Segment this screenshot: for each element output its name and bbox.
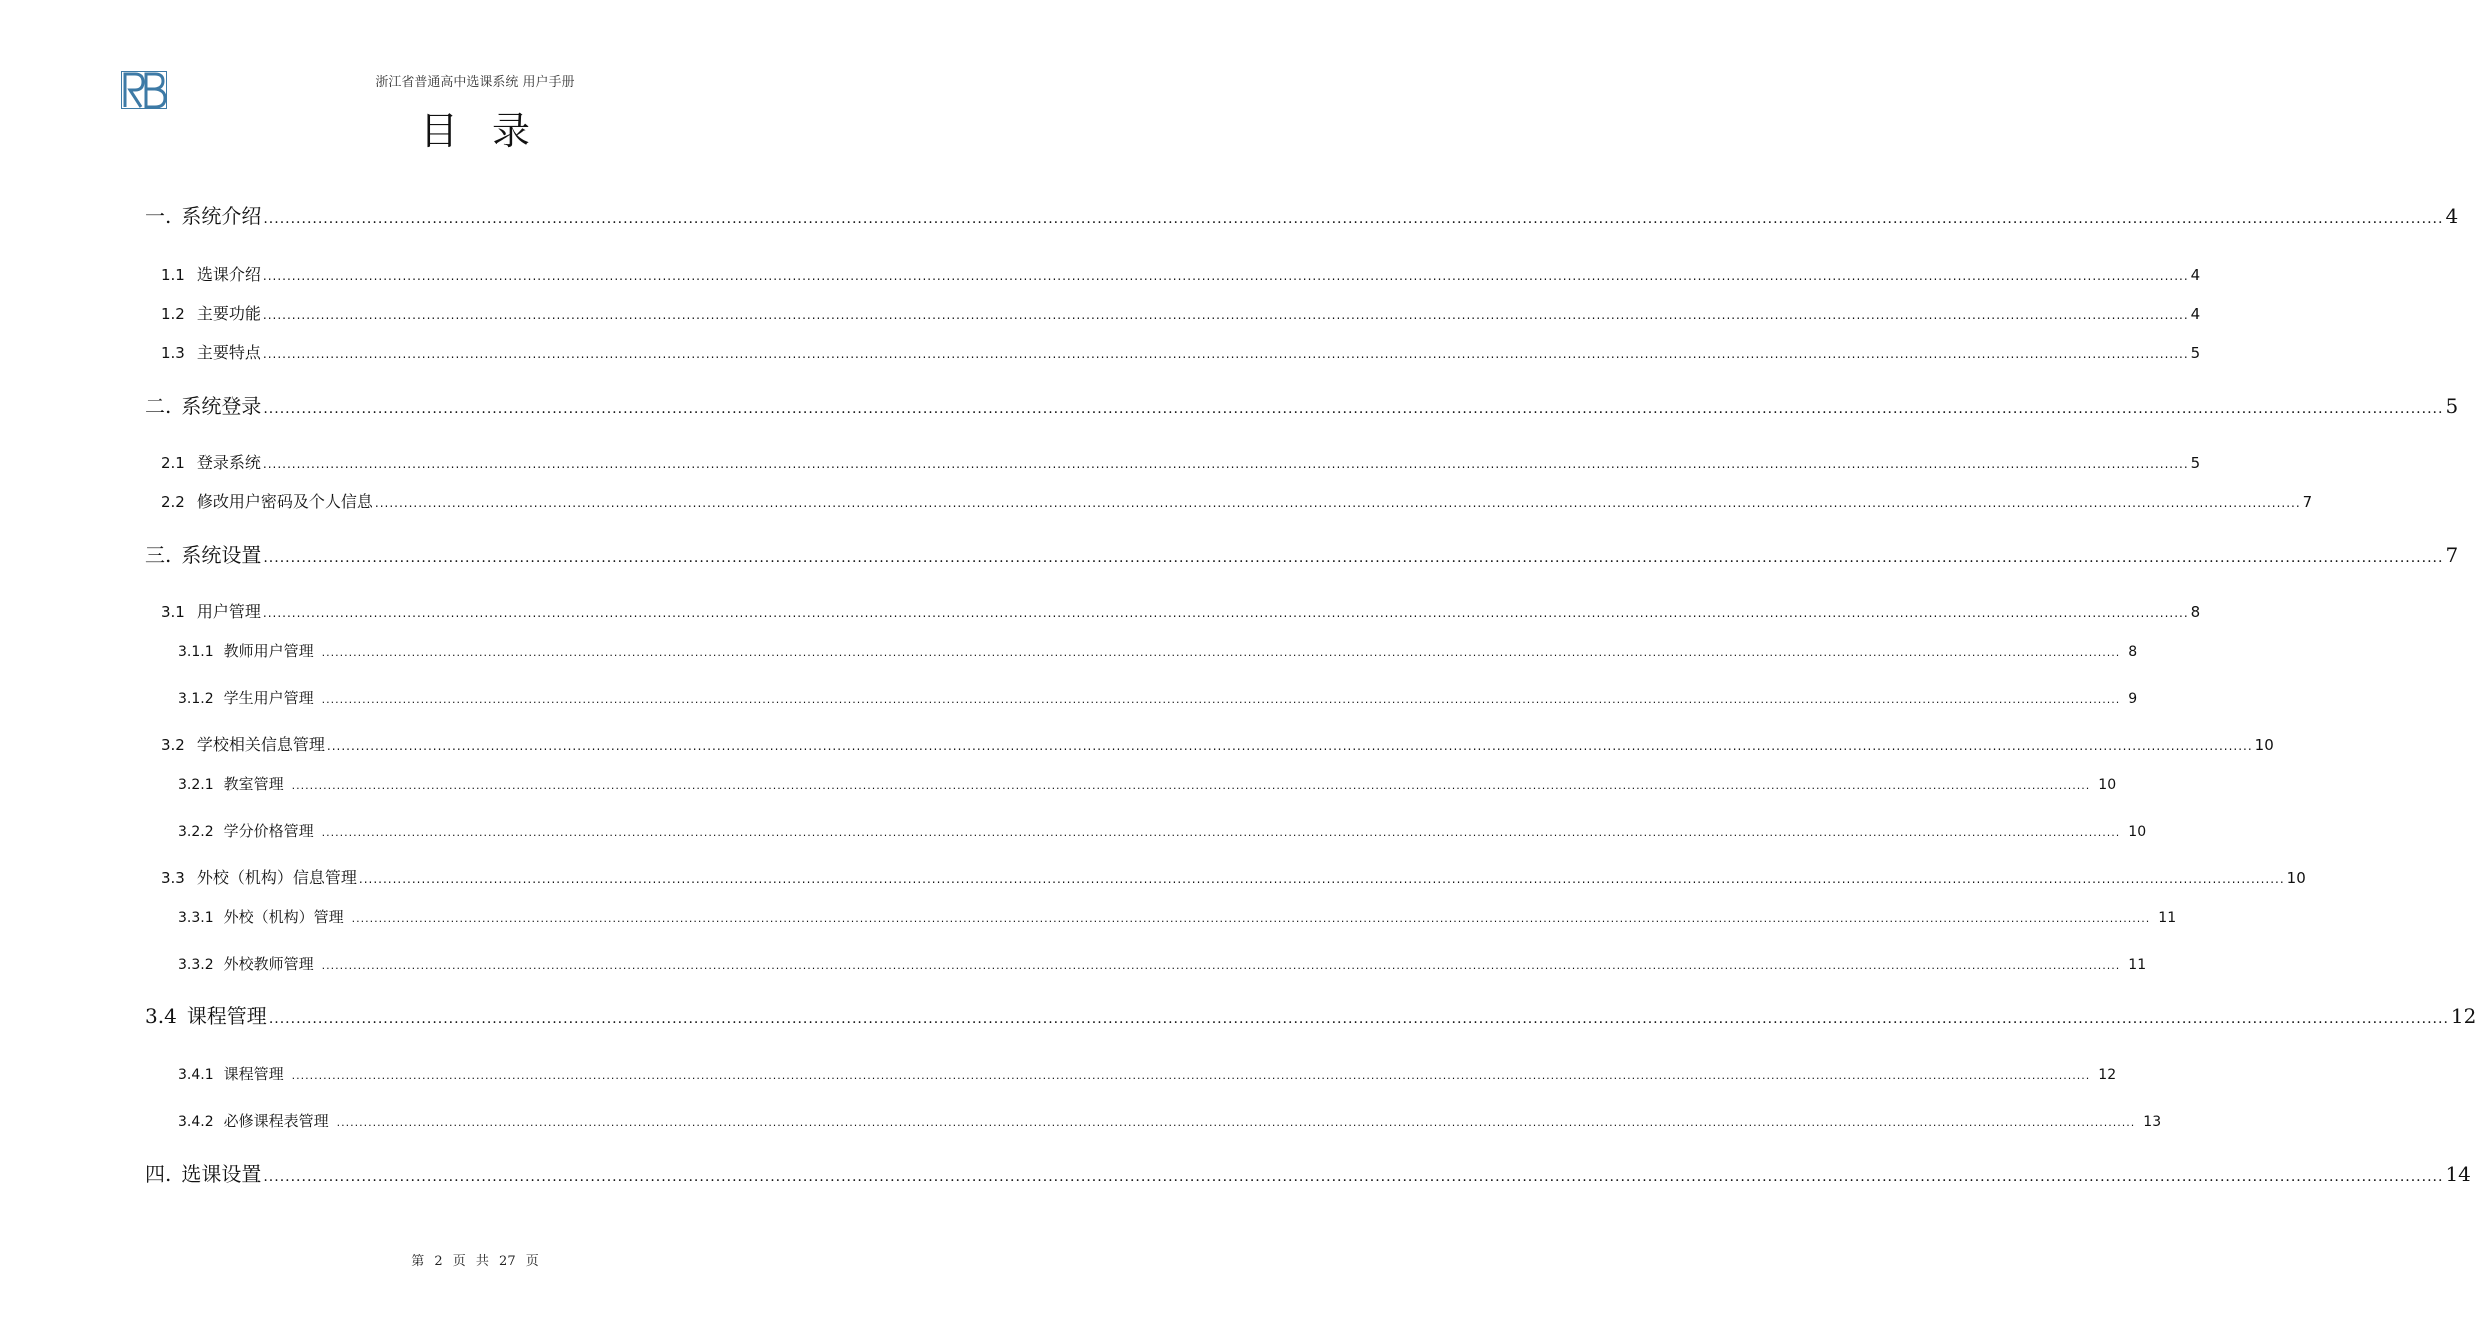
toc-entry-page: 14 (2445, 1162, 2471, 1186)
toc-entry-number: 3.2.2 (178, 824, 214, 840)
toc-entry-number: 2.2 (161, 493, 185, 511)
toc-entry[interactable] (161, 489, 2313, 512)
toc-entry-page: 13 (2143, 1114, 2162, 1130)
toc-entry-number: 3.3.1 (178, 910, 214, 926)
toc-entry-title: 修改用户密码及个人信息 (196, 492, 373, 511)
toc-entry-page: 10 (2098, 777, 2117, 793)
page-number-footer: 第 2 页 共 27 页 (411, 1254, 539, 1269)
toc-entry[interactable] (178, 640, 2138, 661)
toc-entry-page: 4 (2445, 204, 2459, 228)
toc-entry[interactable] (178, 687, 2138, 708)
toc-entry-number: 3.4.1 (178, 1067, 214, 1083)
toc-entry-number: 1.2 (161, 305, 185, 323)
toc-entry-title: 系统介绍 (181, 204, 262, 228)
toc-entry-page: 8 (2128, 644, 2138, 660)
toc-entry-page: 5 (2190, 344, 2201, 362)
toc-entry-page: 7 (2302, 493, 2313, 511)
toc-leader-dots: ................................................................................................................................................................................................................................................................................................................................................................................................................ (351, 912, 2151, 925)
toc-entry[interactable] (161, 340, 2201, 363)
toc-entry[interactable] (145, 1158, 2471, 1187)
toc-leader-dots: ................................................................................................................................................................................................................................................................................................................................................................................................................ (262, 457, 2189, 471)
document-header-title: 浙江省普通高中选课系统 用户手册 (375, 75, 575, 90)
toc-leader-dots: ................................................................................................................................................................................................................................................................................................................................................................................................................ (263, 211, 2444, 227)
toc-leader-dots: ................................................................................................................................................................................................................................................................................................................................................................................................................ (263, 550, 2444, 566)
toc-entry[interactable] (178, 906, 2177, 927)
toc-leader-dots: ................................................................................................................................................................................................................................................................................................................................................................................................................ (262, 606, 2189, 620)
toc-entry[interactable] (178, 1063, 2117, 1084)
toc-entry[interactable] (145, 390, 2459, 419)
toc-leader-dots: ................................................................................................................................................................................................................................................................................................................................................................................................................ (358, 872, 2285, 886)
toc-entry-page: 8 (2190, 603, 2201, 621)
toc-leader-dots: ................................................................................................................................................................................................................................................................................................................................................................................................................ (321, 826, 2121, 839)
toc-leader-dots: ................................................................................................................................................................................................................................................................................................................................................................................................................ (291, 1069, 2091, 1082)
toc-entry-number: 3.4 (145, 1004, 177, 1028)
toc-entry-title: 主要功能 (196, 304, 261, 323)
toc-entry-number: 3.3 (161, 869, 185, 887)
toc-entry-page: 7 (2445, 543, 2459, 567)
toc-entry-number: 二. (145, 394, 172, 418)
toc-leader-dots: ................................................................................................................................................................................................................................................................................................................................................................................................................ (321, 693, 2121, 706)
toc-entry-number: 3.2.1 (178, 777, 214, 793)
toc-entry-title: 学分价格管理 (223, 822, 314, 840)
toc-leader-dots: ................................................................................................................................................................................................................................................................................................................................................................................................................ (263, 1169, 2444, 1185)
toc-entry-number: 1.3 (161, 344, 185, 362)
toc-entry-number: 三. (145, 543, 172, 567)
toc-leader-dots: ................................................................................................................................................................................................................................................................................................................................................................................................................ (321, 646, 2121, 659)
toc-entry-number: 四. (145, 1162, 172, 1186)
toc-entry-number: 3.3.2 (178, 957, 214, 973)
toc-entry[interactable] (145, 539, 2459, 568)
toc-leader-dots: ................................................................................................................................................................................................................................................................................................................................................................................................................ (321, 959, 2121, 972)
toc-entry-number: 2.1 (161, 454, 185, 472)
toc-entry-title: 系统设置 (181, 543, 262, 567)
toc-entry-title: 主要特点 (196, 343, 261, 362)
toc-leader-dots: ................................................................................................................................................................................................................................................................................................................................................................................................................ (262, 308, 2189, 322)
toc-entry-title: 课程管理 (223, 1065, 284, 1083)
toc-entry-page: 12 (2098, 1067, 2117, 1083)
toc-entry-number: 3.1.1 (178, 644, 214, 660)
toc-entry[interactable] (161, 599, 2201, 622)
toc-leader-dots: ................................................................................................................................................................................................................................................................................................................................................................................................................ (336, 1116, 2136, 1129)
toc-entry-number: 3.2 (161, 736, 185, 754)
toc-entry[interactable] (178, 820, 2147, 841)
toc-leader-dots: ................................................................................................................................................................................................................................................................................................................................................................................................................ (262, 269, 2189, 283)
toc-entry[interactable] (145, 1000, 2476, 1029)
toc-leader-dots: ................................................................................................................................................................................................................................................................................................................................................................................................................ (326, 739, 2253, 753)
toc-leader-dots: ................................................................................................................................................................................................................................................................................................................................................................................................................ (262, 347, 2189, 361)
toc-entry-title: 教师用户管理 (223, 642, 314, 660)
toc-leader-dots: ................................................................................................................................................................................................................................................................................................................................................................................................................ (291, 779, 2091, 792)
toc-entry[interactable] (178, 1110, 2162, 1131)
toc-entry-title: 外校教师管理 (223, 955, 314, 973)
toc-entry-title: 必修课程表管理 (223, 1112, 329, 1130)
toc-entry-page: 12 (2450, 1004, 2476, 1028)
toc-entry[interactable] (161, 732, 2274, 755)
toc-entry-page: 10 (2286, 869, 2306, 887)
toc-entry-page: 10 (2128, 824, 2147, 840)
toc-entry-number: 3.1.2 (178, 691, 214, 707)
toc-entry[interactable] (145, 200, 2459, 229)
toc-entry-number: 3.4.2 (178, 1114, 214, 1130)
toc-entry-title: 外校（机构）管理 (223, 908, 344, 926)
toc-entry-page: 10 (2254, 736, 2274, 754)
toc-entry-title: 学校相关信息管理 (196, 735, 325, 754)
toc-entry-title: 登录系统 (196, 453, 261, 472)
toc-leader-dots: ................................................................................................................................................................................................................................................................................................................................................................................................................ (268, 1011, 2449, 1027)
toc-entry-page: 4 (2190, 266, 2201, 284)
toc-entry[interactable] (161, 262, 2201, 285)
toc-entry-title: 外校（机构）信息管理 (196, 868, 357, 887)
toc-leader-dots: ................................................................................................................................................................................................................................................................................................................................................................................................................ (263, 401, 2444, 417)
toc-entry[interactable] (161, 301, 2201, 324)
toc-entry-title: 用户管理 (196, 602, 261, 621)
toc-leader-dots: ................................................................................................................................................................................................................................................................................................................................................................................................................ (374, 496, 2301, 510)
toc-entry-page: 4 (2190, 305, 2201, 323)
toc-entry-title: 选课介绍 (196, 265, 261, 284)
toc-entry-number: 1.1 (161, 266, 185, 284)
toc-entry-page: 11 (2158, 910, 2177, 926)
toc-entry-title: 系统登录 (181, 394, 262, 418)
toc-entry[interactable] (161, 865, 2306, 888)
toc-entry-page: 5 (2190, 454, 2201, 472)
toc-entry[interactable] (161, 450, 2201, 473)
toc-entry-number: 一. (145, 204, 172, 228)
toc-entry-title: 教室管理 (223, 775, 284, 793)
toc-entry-page: 5 (2445, 394, 2459, 418)
toc-entry[interactable] (178, 953, 2147, 974)
page-title: 目录 (419, 109, 564, 153)
toc-entry[interactable] (178, 773, 2117, 794)
toc-entry-title: 选课设置 (181, 1162, 262, 1186)
toc-entry-page: 11 (2128, 957, 2147, 973)
toc-entry-page: 9 (2128, 691, 2138, 707)
toc-entry-number: 3.1 (161, 603, 185, 621)
toc-entry-title: 学生用户管理 (223, 689, 314, 707)
toc-entry-title: 课程管理 (186, 1004, 267, 1028)
